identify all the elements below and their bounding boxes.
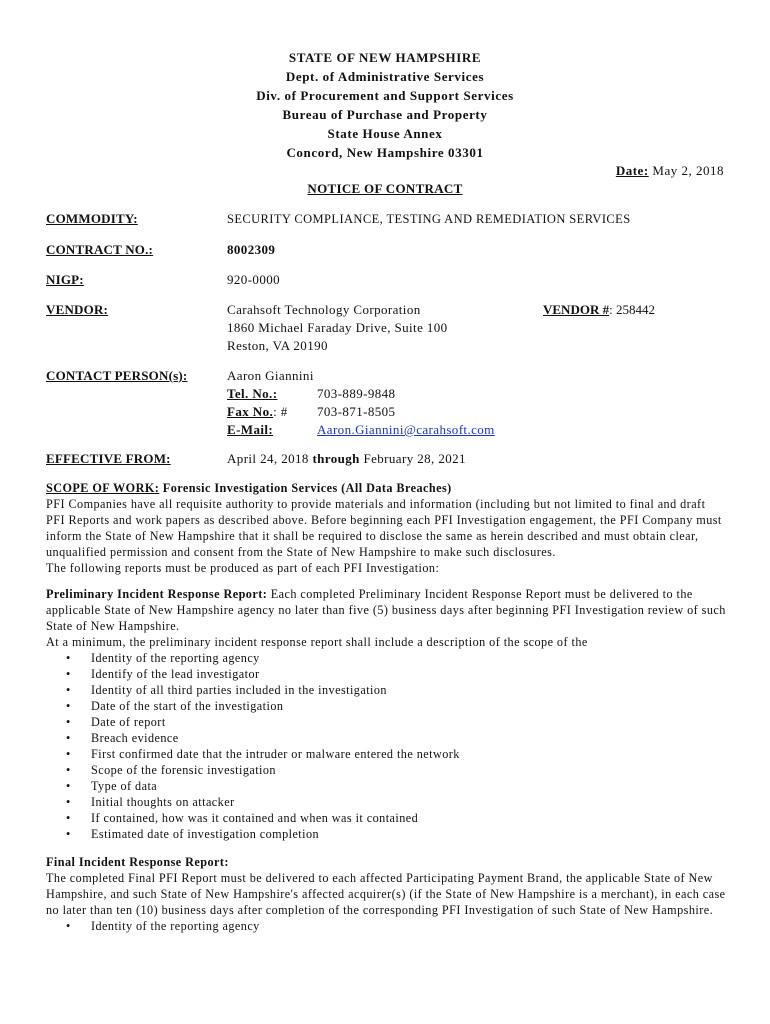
vendor-address-line1: 1860 Michael Faraday Drive, Suite 100: [227, 320, 448, 335]
list-item: [46, 810, 726, 826]
tel-label: Tel. No.:: [227, 386, 278, 401]
fax-suffix: : #: [273, 404, 288, 419]
email-label: E-Mail:: [227, 422, 274, 437]
contract-value: 8002309: [227, 242, 276, 257]
vendor-row: [46, 301, 726, 357]
contact-block: [227, 367, 647, 439]
effective-start: April 24, 2018: [227, 451, 309, 466]
letterhead-line: State House Annex: [327, 126, 443, 141]
preliminary-text: Each completed Preliminary Incident Response Report must be delivered to the applicable State of New Hampshire agency no later than five (5) business days after beginning PFI Investigation review of such State of New Hampshire.: [46, 587, 726, 633]
tel-value: 703-889-9848: [317, 386, 396, 401]
scope-paragraph: PFI Companies have all requisite authority to provide materials and information (including but not limited to final and draft PFI Reports and work papers as described above. Before beginning each PFI Investigation engagement, the PFI Company must inform the State of New Hampshire that it shall be required to disclose the same as herein described and must obtain clear, unqualified permission and consent from the State of New Hampshire to make such disclosures.: [46, 497, 722, 559]
bullet-icon: •: [66, 683, 71, 697]
effective-end: February 28, 2021: [363, 451, 466, 466]
list-item-text: Date of report: [91, 715, 166, 729]
bullet-icon: •: [66, 919, 71, 933]
fax-label-group: [227, 403, 288, 421]
list-item: [46, 778, 726, 794]
scope-section: [46, 480, 726, 934]
preliminary-paragraph: [46, 586, 726, 634]
contact-name: [227, 367, 647, 385]
list-item-text: Scope of the forensic investigation: [91, 763, 276, 777]
contact-tel: [227, 385, 647, 403]
preliminary-title: Preliminary Incident Response Report:: [46, 587, 268, 601]
vendor-address-line2: Reston, VA 20190: [227, 338, 328, 353]
vendor-number: [543, 301, 655, 319]
bullet-icon: •: [66, 763, 71, 777]
effective-value: [227, 450, 466, 468]
list-item-text: Type of data: [91, 779, 158, 793]
vendor-name: Carahsoft Technology Corporation: [227, 302, 421, 317]
scope-heading: [46, 480, 726, 496]
contact-fax: [227, 403, 647, 421]
letterhead-line: Div. of Procurement and Support Services: [256, 88, 514, 103]
list-item: [46, 762, 726, 778]
list-item-text: Identity of the reporting agency: [91, 651, 260, 665]
list-item: [46, 794, 726, 810]
notice-date: [616, 163, 724, 179]
date-value: May 2, 2018: [652, 163, 724, 178]
list-item-text: Date of the start of the investigation: [91, 699, 284, 713]
vendor-number-label: VENDOR #: [543, 302, 610, 317]
effective-row: [46, 450, 726, 468]
scope-title: Forensic Investigation Services (All Data Breaches): [162, 481, 452, 495]
list-item-text: Estimated date of investigation completion: [91, 827, 320, 841]
list-item: [46, 698, 726, 714]
nigp-label: NIGP:: [46, 272, 84, 287]
vendor-label: VENDOR:: [46, 302, 109, 317]
fax-value: 703-871-8505: [317, 404, 396, 419]
list-item: [46, 682, 726, 698]
nigp-row: [46, 271, 726, 289]
list-item-text: Identity of the reporting agency: [91, 919, 260, 933]
bullet-icon: •: [66, 667, 71, 681]
bullet-icon: •: [66, 699, 71, 713]
scope-paragraph-2: The following reports must be produced as part of each PFI Investigation:: [46, 561, 440, 575]
list-item: [46, 666, 726, 682]
contact-row: [46, 367, 726, 439]
list-item: [46, 746, 726, 762]
letterhead-line: STATE OF NEW HAMPSHIRE: [288, 50, 482, 65]
final-paragraph: The completed Final PFI Report must be delivered to each affected Participating Payment Brand, the applicable State of New Hampshire, and such State of New Hampshire's affected acquirer(s) (if the State of New Hampshire is a merchant), in each case no later than ten (10) business days after completion of the corresponding PFI Investigation of such State of New Hampshire.: [46, 871, 726, 917]
preliminary-list: [46, 650, 726, 842]
bullet-icon: •: [66, 747, 71, 761]
list-item: [46, 650, 726, 666]
final-title: Final Incident Response Report:: [46, 855, 229, 869]
bullet-icon: •: [66, 811, 71, 825]
fax-label: Fax No.: [227, 404, 274, 419]
bullet-icon: •: [66, 779, 71, 793]
letterhead: [0, 48, 770, 162]
effective-through: through: [312, 451, 360, 466]
list-item-text: Identify of the lead investigator: [91, 667, 260, 681]
bullet-icon: •: [66, 715, 71, 729]
list-item: [46, 730, 726, 746]
list-item: [46, 918, 726, 934]
effective-label: EFFECTIVE FROM:: [46, 451, 171, 466]
commodity-value: SECURITY COMPLIANCE, TESTING AND REMEDIATION SERVICES: [227, 212, 631, 226]
notice-title: NOTICE OF CONTRACT: [307, 181, 463, 196]
letterhead-line: Bureau of Purchase and Property: [282, 107, 488, 122]
preliminary-intro: At a minimum, the preliminary incident response report shall include a description of the scope of the: [46, 635, 588, 649]
letterhead-line: Dept. of Administrative Services: [285, 69, 485, 84]
list-item-text: Breach evidence: [91, 731, 179, 745]
contract-row: [46, 241, 726, 259]
commodity-row: [46, 210, 726, 228]
bullet-icon: •: [66, 731, 71, 745]
date-label: Date:: [615, 163, 649, 178]
contact-email: [227, 421, 647, 439]
vendor-number-value: : 258442: [609, 302, 655, 317]
bullet-icon: •: [66, 827, 71, 841]
contract-label: CONTRACT NO.:: [46, 242, 154, 257]
list-item-text: First confirmed date that the intruder or malware entered the network: [91, 747, 460, 761]
final-list: [46, 918, 726, 934]
letterhead-line: Concord, New Hampshire 03301: [286, 145, 484, 160]
bullet-icon: •: [66, 795, 71, 809]
scope-label: SCOPE OF WORK:: [46, 481, 160, 495]
commodity-label: COMMODITY:: [46, 211, 138, 226]
list-item: [46, 714, 726, 730]
nigp-value: 920-0000: [227, 272, 281, 287]
bullet-icon: •: [66, 651, 71, 665]
list-item-text: If contained, how was it contained and when was it contained: [91, 811, 419, 825]
contact-label: CONTACT PERSON(s):: [46, 368, 188, 383]
email-link[interactable]: Aaron.Giannini@carahsoft.com: [317, 422, 495, 437]
list-item-text: Initial thoughts on attacker: [91, 795, 235, 809]
vendor-block: [227, 301, 448, 355]
list-item: [46, 826, 726, 842]
list-item-text: Identity of all third parties included in the investigation: [91, 683, 387, 697]
contact-name-text: Aaron Giannini: [227, 368, 314, 383]
